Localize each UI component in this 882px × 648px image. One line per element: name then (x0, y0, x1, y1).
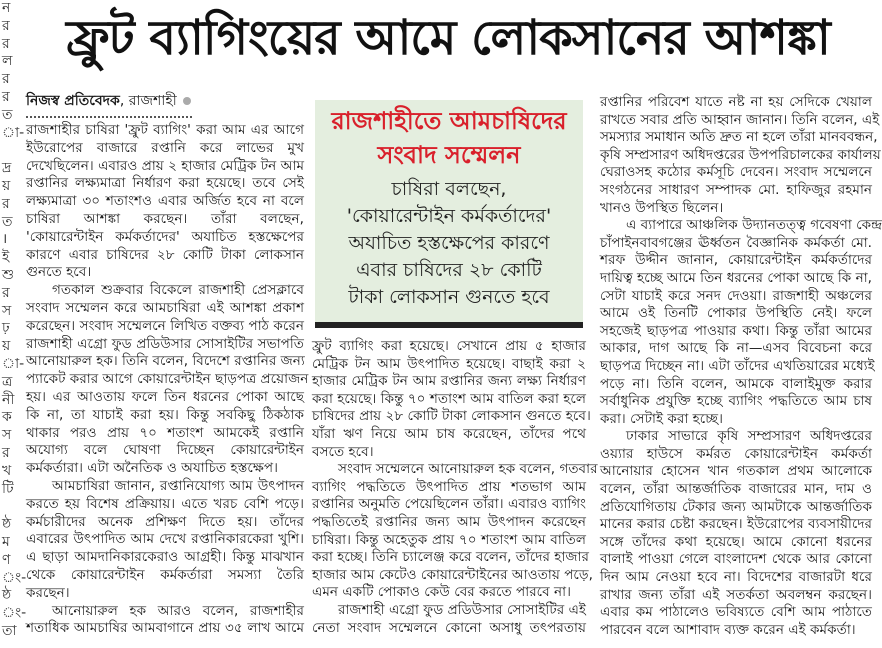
paragraph (600, 217, 882, 428)
paragraph (600, 428, 872, 639)
article-column-3 (600, 94, 882, 639)
paragraph (600, 94, 881, 217)
article-column-1 (26, 122, 309, 638)
text-line: ইউরোপের বাজারে রপ্তানি করে লাভের মুখ (26, 139, 304, 156)
paragraph (26, 603, 304, 639)
highlight-box-summary (315, 176, 583, 311)
strip-fragment: ষ্ঠ (2, 587, 12, 604)
text-line: কর্মচারীদের অনেক প্রশিক্ষণ দিতে হয়। তাঁদের (26, 513, 304, 530)
highlight-summary-line: টাকা লোকসান গুনতে হবে (348, 286, 550, 308)
text-line: আকার, দাগ আছে কি না—এসব বিবেচনা করে (600, 340, 872, 357)
text-line: ব্যাগিং পদ্ধতিতে উৎপাদিত প্রায় শতভাগ আম (312, 478, 586, 495)
text-line: করা। সেটাই করা হচ্ছে। (600, 410, 723, 427)
text-line: করা হয়েছে। কিন্তু ৭০ শতাংশ আম বাতিল করা হলে (312, 390, 586, 407)
headline: ফ্রুট ব্যাগিংয়ের আমে লোকসানের আশঙ্কা (66, 10, 830, 66)
text-line: চাষিরা। কিন্তু অহেতুক প্রায় ৭০ শতাংশ আম বাতিল (312, 531, 586, 548)
text-line: রপ্তানির অনুমতি পেয়েছিলেন তাঁরা। এবারও ব্যাগিং (312, 496, 586, 513)
strip-fragment: র (2, 17, 10, 34)
strip-fragment: স (2, 302, 12, 319)
text-line: এবারের উৎপাদিত আম দেখে রপ্তানিকারকেরা খুশি। (26, 531, 304, 548)
strip-fragment: য় (2, 177, 11, 194)
byline-location: রাজশাহী (128, 93, 177, 109)
text-line: সহজেই ছাড়পত্র পাওয়ার কথা। কিন্তু তাঁরা আমের (600, 322, 872, 339)
highlight-box-title (315, 104, 583, 172)
strip-fragment: া- (2, 355, 25, 372)
text-line: আমে ওই তিনটি পোকার উপস্থিতি নেই। ফলে (600, 305, 872, 322)
text-line: ফ্রুট ব্যাগিং করা হয়েছে। সেখানে প্রায় ৫ হাজার (312, 338, 586, 354)
strip-fragment: তা (2, 622, 17, 639)
text-line: প্যাকেট করার আগে কোয়ারেন্টাইন ছাড়পত্র প্রয়োজন (26, 371, 309, 388)
text-line: আনোয়ার হোসেন খান গতকাল প্রথম আলোকে (600, 463, 872, 480)
text-line: রাজশাহীর চাষিরা 'ফ্রুট ব্যাগিং' করা আম এর আগে (26, 122, 304, 138)
text-line: দেখেছিলেন। এবারও প্রায় ২ হাজার মেট্রিক টন আম (26, 157, 304, 174)
text-line: লক্ষ্যমাত্রা ৩০ শতাংশও এবার অর্জিত হবে না বলে (26, 193, 304, 210)
text-line: করছেন। (26, 584, 70, 601)
strip-fragment: । (2, 231, 8, 248)
highlight-title-line: রাজশাহীতে আমচাষিদের (331, 107, 567, 135)
text-line: শতাধিক আমচাষির আমবাগানে প্রায় ৩৫ লাখ আমে (26, 620, 304, 637)
strip-fragment: ক (2, 409, 12, 426)
highlight-title-line: সংবাদ সম্মেলন (377, 141, 521, 169)
text-line: অযোগ্য বলে ঘোষণা দিচ্ছেন কোয়ারেন্টাইন (26, 442, 304, 459)
text-line: আনোয়ারুল হক। তিনি বলেন, বিদেশে রপ্তানির জন্য (26, 353, 305, 370)
text-line: মানের করার চেষ্টা করছেন। ইউরোপের ব্যবসায়ীদের (600, 516, 872, 533)
text-line: চাঁপাইনবাবগঞ্জের ঊর্ধ্বতন বৈজ্ঞানিক কর্মকর্তা মো. (600, 234, 872, 251)
text-line: চাষিরা আশঙ্কা করছেন। তাঁরা বলছেন, (26, 210, 304, 227)
strip-fragment: ণ (2, 551, 11, 568)
byline (26, 92, 191, 110)
text-line: সঙ্গে তাঁদের কথা হয়েছে। আমে কোনো ধরনের (600, 533, 872, 550)
text-line: গুনতে হবে। (26, 264, 92, 281)
highlight-summary-line: এবার চাষিদের ২৮ কোটি (356, 259, 542, 281)
strip-fragment: খ (2, 462, 12, 479)
highlight-summary-line: চাষিরা বলছেন, (391, 178, 507, 200)
text-line: সংবাদ সম্মেলনে আনোয়ারুল হক বলেন, গতবার (338, 461, 598, 478)
strip-fragment: া- (2, 124, 25, 141)
text-line: এমন একটি পোকাও কেউ বের করতে পারবে না। (312, 584, 571, 601)
text-line: এ ব্যাপারে আঞ্চলিক উদ্যানতত্ত্ব গবেষণা কেন্দ্র (626, 217, 882, 234)
text-line: রপ্তানির পরিবেশ যাতে নষ্ট না হয় সেদিকে খেয়াল (600, 94, 872, 110)
strip-fragment: ঢ় (2, 320, 10, 337)
byline-separator: , (119, 93, 129, 109)
text-line: হাজার মেট্রিক টন আম রপ্তানির জন্য লক্ষ্য নির্ধারণ (312, 373, 586, 390)
strip-fragment (2, 498, 20, 516)
strip-fragment: দ্র (2, 160, 12, 177)
strip-fragment: ত (2, 213, 13, 230)
paragraph (26, 122, 304, 282)
strip-fragment: স (2, 427, 12, 444)
text-line: হাজার আম কেটেও কোয়ারেন্টাইনের আওতায় পড়ে, (312, 566, 593, 583)
text-line: কারণে এবার চাষিদের ২৮ কোটি টাকা লোকসান (26, 246, 304, 263)
strip-fragment: য় (2, 338, 11, 355)
strip-fragment: ং- (2, 605, 27, 622)
text-line: ঘেরাওসহ কঠোর কর্মসূচি দেবেন। সংবাদ সম্মেলনে (600, 164, 872, 181)
strip-fragment: ত (2, 106, 13, 123)
strip-fragment: নী (2, 391, 15, 408)
strip-fragment: ষ্ঠ (2, 516, 12, 533)
text-line: করেছেন। সংবাদ সম্মেলনে লিখিত বক্তব্য পাঠ করেন (26, 317, 304, 334)
text-line: দায়িত্ব হচ্ছে আমে তিন ধরনের পোকা আছে কি না, (600, 269, 872, 286)
strip-fragment: ং- (2, 569, 27, 586)
byline-author: নিজস্ব প্রতিবেদক (26, 93, 120, 109)
text-line: খানও উপস্থিত ছিলেন। (600, 199, 724, 216)
text-line: ছাড়পত্র দিচ্ছেন না। এটা তাঁদের এখতিয়ারের মধ্যেই (600, 357, 875, 374)
text-line: করা হচ্ছে। তিনি চ্যালেঞ্জ করে বলেন, তাঁদের হাজার (312, 549, 589, 566)
paragraph (26, 282, 309, 478)
text-line: রপ্তানির লক্ষ্যমাত্রা নির্ধারণ করা হয়েছে। তবে সেই (26, 175, 304, 192)
strip-fragment: ত্র (2, 373, 13, 390)
text-line: কি না, তা যাচাই করা হয়। কিন্তু সবকিছু ঠিকঠাক (26, 406, 304, 423)
text-line: রাখার জন্য তাঁরা এই সতর্কতা অবলম্বন করছেন। (600, 586, 872, 603)
text-line: করতে হয় বিশেষ প্রক্রিয়ায়। এতে খরচ বেশি পড়ে। (26, 495, 304, 512)
strip-fragment: শু (2, 266, 15, 283)
text-line: সংগঠনের সাধারণ সম্পাদক মো. হাফিজুর রহমান (600, 181, 872, 198)
adjacent-article-fragment (2, 0, 27, 648)
text-line: পারবেন বলে আশাবাদ ব্যক্ত করেন এই কর্মকর্তা। (600, 621, 856, 638)
text-line: থেকে কোয়ারেন্টাইন কর্মকর্তারা সমস্যা তৈরি (26, 566, 304, 583)
text-line: হয়। এর আওতায় ফলে তিন ধরনের পোকা আছে (26, 388, 304, 405)
text-line: কৃষি সম্প্রসারণ অধিদপ্তরের উপপরিচালকের কার্যালয় (600, 146, 881, 163)
strip-fragment: র (2, 71, 10, 88)
text-line: প্রতিযোগিতায় টেকার জন্য আমটাকে আন্তর্জাতিক (600, 498, 872, 515)
text-line: সেটা যাচাই করে সনদ দেওয়া। রাজশাহী অঞ্চলের (600, 287, 872, 304)
text-line: নেতা সংবাদ সম্মেলনে কোনো অসাধু তৎপরতায় (312, 619, 586, 636)
text-line: পড়ে না। তিনি বলেন, আমকে বালাইমুক্ত করার (600, 375, 872, 392)
highlight-box (315, 100, 583, 328)
highlight-summary-line: 'কোয়ারেন্টাইন কর্মকর্তাদের' (346, 205, 552, 227)
strip-fragment: ই (2, 249, 10, 266)
paragraph (312, 602, 586, 637)
article-column-2 (312, 338, 598, 637)
text-line: বসতে হবে। (312, 443, 374, 460)
text-line: ঢাকার সাভারে কৃষি সম্প্রসারণ অধিদপ্তরের (626, 428, 872, 445)
text-line: থাকার পরও প্রায় ৭০ শতাংশ আমকেই রপ্তানি (26, 424, 304, 441)
text-line: ওয়্যার হাউসে কর্মরত কোয়ারেন্টাইন কর্মকর্তা (600, 445, 872, 462)
highlight-summary-line: অযাচিত হস্তক্ষেপের কারণে (348, 232, 550, 254)
text-line: কর্মকর্তারা। এটা অনৈতিক ও অযাচিত হস্তক্ষেপ। (26, 460, 278, 477)
text-line: সমস্যার সমাধান অতি দ্রুত না হলে তাঁরা মানববন্ধন, (600, 129, 878, 146)
strip-fragment: র (2, 88, 10, 105)
text-line: রাজশাহী এগ্রো ফুড প্রডিউসার সোসাইটির সভাপতি (26, 335, 304, 352)
text-line: দিন আম নেওয়া হবে না। বিদেশের বাজারটা ধরে (600, 569, 872, 586)
text-line: 'কোয়ারেন্টাইন কর্মকর্তাদের' অযাচিত হস্তক্ষেপের (26, 228, 304, 245)
strip-fragment: টি (2, 480, 14, 497)
bullet-dot-icon (183, 97, 191, 105)
text-line: বালাই পাওয়া গেলে বাংলাদেশ থেকে আর কোনো (600, 551, 872, 568)
text-line: গতকাল শুক্রবার বিকেলে রাজশাহী প্রেসক্লাবে (52, 282, 304, 299)
strip-fragment: র (2, 195, 10, 212)
strip-fragment: ন (2, 0, 11, 16)
text-line: এবার কম পাঠালেও ভবিষ্যতে বেশি আম পাঠাতে (600, 604, 872, 621)
text-line: পদ্ধতিতেই রপ্তানির জন্য আম উৎপাদন করেছেন (312, 513, 586, 530)
text-line: বলেন, তাঁরা আন্তর্জাতিক বাজারের মান, দাম ও (600, 481, 872, 498)
text-line: সর্বাধুনিক প্রযুক্তি হচ্ছে ব্যাগিং পদ্ধতিতে আম চাষ (600, 393, 872, 410)
strip-fragment (2, 142, 20, 160)
strip-fragment: ল (2, 53, 13, 70)
paragraph (26, 478, 304, 603)
strip-fragment: র (2, 444, 10, 461)
text-line: এ ছাড়া আমদানিকারকেরাও আগ্রহী। কিন্তু মাঝখান (26, 549, 304, 566)
text-line: শরফ উদ্দীন জানান, কোয়ারেন্টাইন কর্মকর্তাদের (600, 252, 872, 269)
text-line: আনোয়ারুল হক আরও বলেন, রাজশাহীর (52, 602, 304, 619)
text-line: মেট্রিক টন আম উৎপাদিত হয়েছে। বাছাই করা ২ (312, 355, 586, 372)
strip-fragment: র (2, 35, 10, 52)
text-line: আমচাষিরা জানান, রপ্তানিযোগ্য আম উৎপাদন (52, 477, 304, 494)
text-line: রাখতে সবার প্রতি আহ্বান জানান। তিনি বলেন, এই (600, 111, 880, 128)
paragraph (312, 338, 591, 461)
byline-divider (26, 116, 192, 118)
strip-fragment: ম (2, 533, 10, 550)
text-line: রাজশাহী এগ্রো ফুড প্রডিউসার সোসাইটির এই (338, 601, 586, 618)
text-line: চাষিদের প্রায় ২৮ কোটি টাকা লোকসান গুনতে হবে। (312, 408, 591, 425)
text-line: যাঁরা ঋণ নিয়ে আম চাষ করেছেন, তাঁদের পথে (312, 425, 586, 442)
paragraph (312, 461, 598, 602)
text-line: সংবাদ সম্মেলন করে আমচাষিরা এই আশঙ্কা প্রকাশ (26, 299, 304, 316)
strip-fragment: র (2, 284, 10, 301)
